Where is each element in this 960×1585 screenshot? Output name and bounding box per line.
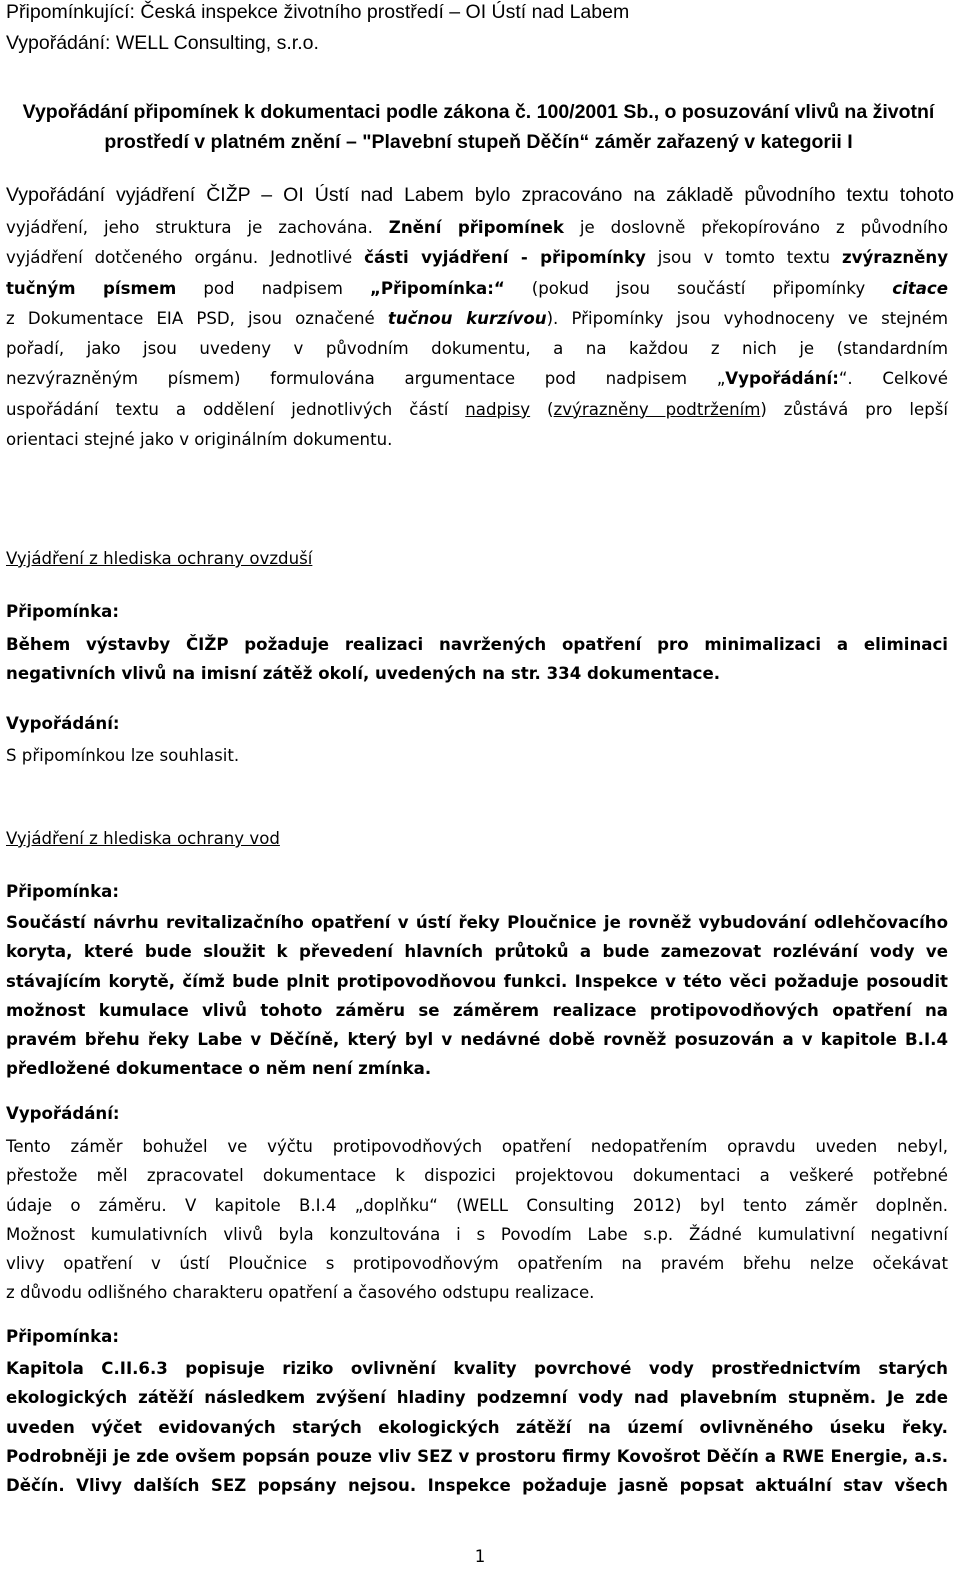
document-title-line2: prostředí v platném znění – "Plavební stupeň Děčín“ záměr zařazený v kategorii I — [104, 131, 853, 153]
document-title-line1: Vypořádání připomínek k dokumentaci podle zákona č. 100/2001 Sb., o posuzování vlivů na životní — [22, 101, 935, 123]
header-commenter: Připomínkující: Česká inspekce životního prostředí – OI Ústí nad Labem — [6, 1, 630, 23]
section-heading-water: Vyjádření z hlediska ochrany vod — [6, 829, 280, 848]
intro-line1: Vypořádání vyjádření ČIŽP – OI Ústí nad Labem bylo zpracováno na základě původního textu tohoto — [6, 184, 954, 206]
response-label: Vypořádání: — [6, 1104, 120, 1123]
response-text-water-1: Tento záměr bohužel ve výčtu protipovodňových opatření nedopatřením opravdu uveden nebyl, přestože měl zpracovatel dokumentace k dispozici projektovou dokumentaci a veškeré potřebné údaje o záměru. V kapitole B.I.4 „doplňku“ (WELL Consulting 2012) byl tento záměr doplněn. Možnost kumulativních vlivů byla konzultována i s Povodím Labe s.p. Žádné kumulativní negativní vlivy opatření v ústí Ploučnice s protipovodňovým opatřením na pravém břehu nelze očekávat z důvodu odlišného charakteru opatření a časového odstupu realizace. — [6, 1137, 948, 1303]
response-label: Vypořádání: — [6, 714, 120, 733]
response-text-air: S připomínkou lze souhlasit. — [6, 746, 240, 765]
comment-text-water-1: Součástí návrhu revitalizačního opatření v ústí řeky Ploučnice je rovněž vybudování odlehčovacího koryta, které bude sloužit k převedení hlavních průtoků a bude zamezovat rozlévání vody ve stávajícím korytě, čímž bude plnit protipovodňovou funkci. Inspekce v této věci požaduje posoudit možnost kumulace vlivů tohoto záměru se záměrem realizace protipovodňových opatření na pravém břehu řeky Labe v Děčíně, který byl v nedávné době rovněž posuzován a v kapitole B.I.4 předložené dokumentace o něm není zmínka. — [6, 913, 948, 1079]
section-heading-air: Vyjádření z hlediska ochrany ovzduší — [6, 549, 313, 568]
comment-label: Připomínka: — [6, 1327, 119, 1346]
comment-text-air: Během výstavby ČIŽP požaduje realizaci navržených opatření pro minimalizaci a eliminaci negativních vlivů na imisní zátěž okolí, uvedených na str. 334 dokumentace. — [6, 635, 948, 684]
comment-label: Připomínka: — [6, 602, 119, 621]
comment-label: Připomínka: — [6, 882, 119, 901]
comment-text-water-2: Kapitola C.II.6.3 popisuje riziko ovlivnění kvality povrchové vody prostřednictvím starých ekologických zátěží následkem zvýšení hladiny podzemní vody nad plavebním stupněm. Je zde uveden výčet evidovaných starých ekologických zátěží na území ovlivněného úseku řeky. Podrobněji je zde ovšem popsán pouze vliv SEZ v prostoru firmy Kovošrot Děčín a RWE Energie, a.s. Děčín. Vlivy dalších SEZ popsány nejsou. Inspekce požaduje jasně popsat aktuální stav všech — [6, 1359, 948, 1496]
page-number: 1 — [474, 1547, 486, 1566]
header-settlement: Vypořádání: WELL Consulting, s.r.o. — [6, 32, 319, 54]
intro-paragraph: vyjádření, jeho struktura je zachována. Znění připomínek je doslovně překopírováno z původního vyjádření dotčeného orgánu. Jednotlivé části vyjádření - připomínky jsou v tomto textu zvýrazněny tučným písmem pod nadpisem „Připomínka:“ (pokud jsou součástí připomínky citace z Dokumentace EIA PSD, jsou označené tučnou kurzívou). Připomínky jsou vyhodnoceny ve stejném pořadí, jako jsou uvedeny v původním dokumentu, a na každou z nich je (standardním nezvýrazněným písmem) formulována argumentace pod nadpisem „Vypořádání:“. Celkové uspořádání textu a oddělení jednotlivých částí nadpisy (zvýrazněny podtržením) zůstává pro lepší orientaci stejné jako v originálním dokumentu. — [6, 218, 949, 450]
